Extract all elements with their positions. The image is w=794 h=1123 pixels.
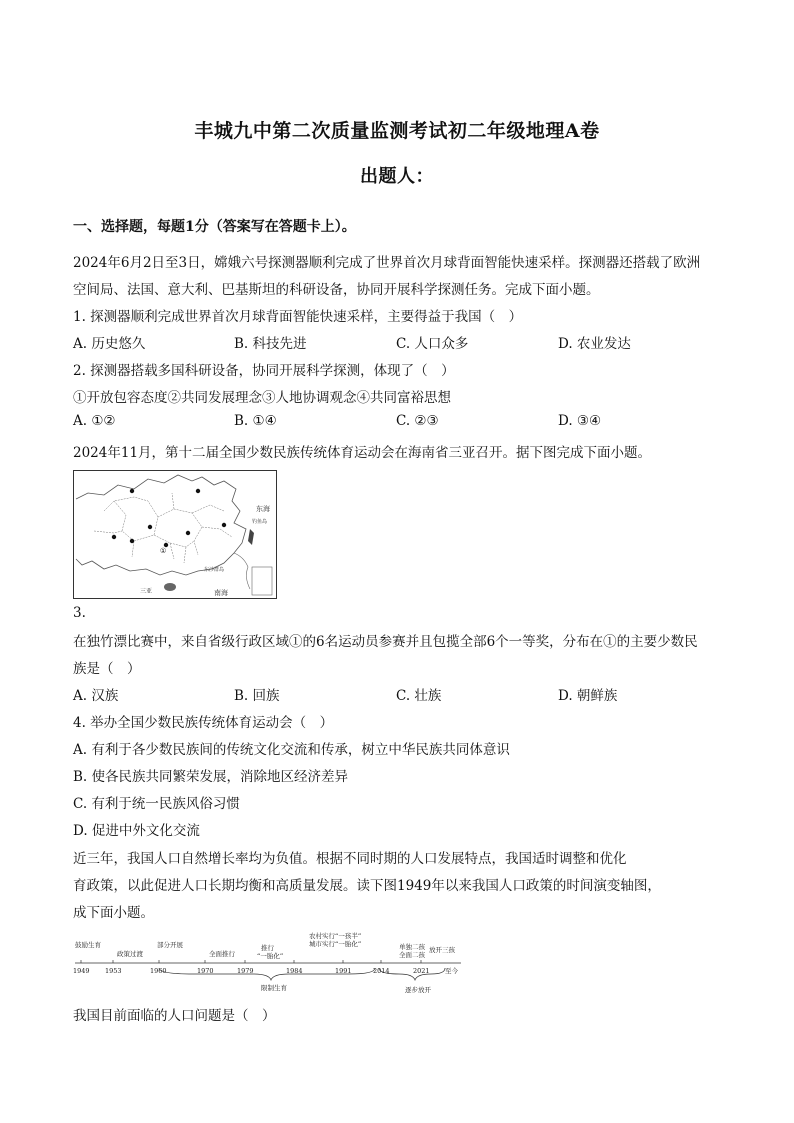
map-label-dongsha: 东沙群岛 bbox=[204, 567, 225, 573]
national-border bbox=[76, 475, 246, 575]
brace-label-restrict: 限制生育 bbox=[261, 984, 287, 992]
map-label-diaoyu: 钓鱼岛 bbox=[252, 519, 268, 525]
q2-option-b[interactable]: B. ①④ bbox=[234, 413, 277, 429]
question-3-stem-line-1: 在独竹漂比赛中，来自省级行政区域①的6名运动员参赛并且包揽全部6个一等奖，分布在①的主要少数民 bbox=[73, 634, 698, 650]
timeline-ticks bbox=[81, 960, 421, 963]
intro-1-line-1: 2024年6月2日至3日，嫦娥六号探测器顺利完成了世界首次月球背面智能快速采样。探测器还搭载了欧洲 bbox=[73, 255, 701, 271]
section-heading: 一、选择题，每题1分（答案写在答题卡上）。 bbox=[73, 219, 356, 235]
q4-option-c[interactable]: C. 有利于统一民族风俗习惯 bbox=[73, 796, 240, 812]
map-label-east-sea: 东海 bbox=[256, 505, 270, 513]
q3-option-b[interactable]: B. 回族 bbox=[234, 688, 280, 704]
policy-rural: 农村实行“一孩半” bbox=[309, 932, 362, 940]
year-1949: 1949 bbox=[73, 967, 90, 975]
q1-option-c[interactable]: C. 人口众多 bbox=[396, 336, 469, 352]
exam-title: 丰城九中第二次质量监测考试初二年级地理A卷 bbox=[194, 120, 600, 142]
year-1984: 1984 bbox=[286, 967, 303, 975]
policy-full-promote: 全面推行 bbox=[209, 950, 235, 958]
map-label-sanya: 三亚 bbox=[140, 588, 153, 595]
year-now: 至今 bbox=[445, 967, 458, 975]
policy-one-child: “一胎化” bbox=[257, 952, 284, 960]
policy-promote: 推行 bbox=[261, 944, 274, 952]
location-dot bbox=[148, 525, 152, 529]
q2-option-c[interactable]: C. ②③ bbox=[396, 413, 439, 429]
coastline bbox=[234, 553, 250, 589]
q1-option-b[interactable]: B. 科技先进 bbox=[234, 336, 307, 352]
q4-option-b[interactable]: B. 使各民族共同繁荣发展，消除地区经济差异 bbox=[73, 769, 349, 785]
intro-2: 2024年11月，第十二届全国少数民族传统体育运动会在海南省三亚召开。据下图完成下面小题。 bbox=[73, 445, 652, 461]
year-1953: 1953 bbox=[105, 967, 122, 975]
q3-option-c[interactable]: C. 壮族 bbox=[396, 688, 442, 704]
location-dot bbox=[112, 535, 116, 539]
q1-option-a[interactable]: A. 历史悠久 bbox=[73, 336, 146, 352]
q3-option-a[interactable]: A. 汉族 bbox=[73, 688, 119, 704]
question-2-items: ①开放包容态度②共同发展理念③人地协调观念④共同富裕思想 bbox=[73, 390, 451, 406]
location-dot bbox=[222, 523, 226, 527]
map-label-region-1: ① bbox=[160, 547, 167, 555]
year-1991: 1991 bbox=[335, 967, 352, 975]
author-line: 出题人： bbox=[360, 166, 434, 187]
policy-single-two: 单独二孩 bbox=[399, 943, 425, 951]
location-dot bbox=[186, 531, 190, 535]
intro-3-line-3: 成下面小题。 bbox=[73, 905, 154, 921]
intro-1-line-2: 空间局、法国、意大利、巴基斯坦的科研设备，协同开展科学探测任务。完成下面小题。 bbox=[73, 282, 600, 298]
intro-3-line-1: 近三年，我国人口自然增长率均为负值。根据不同时期的人口发展特点，我国适时调整和优化 bbox=[73, 851, 627, 867]
q4-option-d[interactable]: D. 促进中外文化交流 bbox=[73, 823, 200, 839]
year-1979: 1979 bbox=[237, 967, 254, 975]
year-2014: 2014 bbox=[373, 967, 390, 975]
china-map-figure bbox=[73, 470, 277, 599]
year-1960: 1960 bbox=[150, 967, 167, 975]
question-3-number: 3. bbox=[73, 605, 86, 621]
taiwan-island bbox=[248, 529, 254, 545]
question-1-stem: 1. 探测器顺利完成世界首次月球背面智能快速采样，主要得益于我国（ ） bbox=[73, 309, 523, 325]
location-dot bbox=[130, 489, 134, 493]
question-3-stem-line-2: 族是（ ） bbox=[73, 661, 141, 677]
south-sea-inset bbox=[252, 567, 272, 595]
question-4-stem: 4. 举办全国少数民族传统体育运动会（ ） bbox=[73, 715, 334, 731]
population-policy-timeline bbox=[73, 930, 468, 1002]
year-2021: 2021 bbox=[413, 967, 430, 975]
question-5-stem: 我国目前面临的人口问题是（ ） bbox=[73, 1008, 276, 1024]
china-map bbox=[74, 471, 276, 598]
policy-encourage: 鼓励生育 bbox=[75, 941, 101, 949]
brace-label-relax: 逐步放开 bbox=[405, 986, 431, 994]
q3-option-d[interactable]: D. 朝鲜族 bbox=[558, 688, 618, 704]
q1-option-d[interactable]: D. 农业发达 bbox=[558, 336, 631, 352]
q2-option-a[interactable]: A. ①② bbox=[73, 413, 116, 429]
policy-three-child: 放开三孩 bbox=[429, 946, 455, 954]
location-dot bbox=[196, 489, 200, 493]
question-2-stem: 2. 探测器搭载多国科研设备，协同开展科学探测，体现了（ ） bbox=[73, 363, 455, 379]
map-label-south-sea: 南海 bbox=[214, 589, 228, 597]
q2-option-d[interactable]: D. ③④ bbox=[558, 413, 602, 429]
intro-3-line-2: 育政策，以此促进人口长期均衡和高质量发展。读下图1949年以来我国人口政策的时间演变轴图， bbox=[73, 878, 661, 894]
policy-partial: 部分开展 bbox=[157, 941, 183, 949]
q4-option-a[interactable]: A. 有利于各少数民族间的传统文化交流和传承，树立中华民族共同体意识 bbox=[73, 742, 510, 758]
location-dot bbox=[130, 539, 134, 543]
policy-urban: 城市实行“一胎化” bbox=[309, 940, 362, 948]
policy-transition: 政策过渡 bbox=[117, 950, 143, 958]
hainan-island bbox=[164, 583, 176, 591]
policy-full-two: 全面二孩 bbox=[399, 951, 425, 959]
timeline-svg bbox=[73, 930, 468, 1002]
year-1970: 1970 bbox=[197, 967, 214, 975]
